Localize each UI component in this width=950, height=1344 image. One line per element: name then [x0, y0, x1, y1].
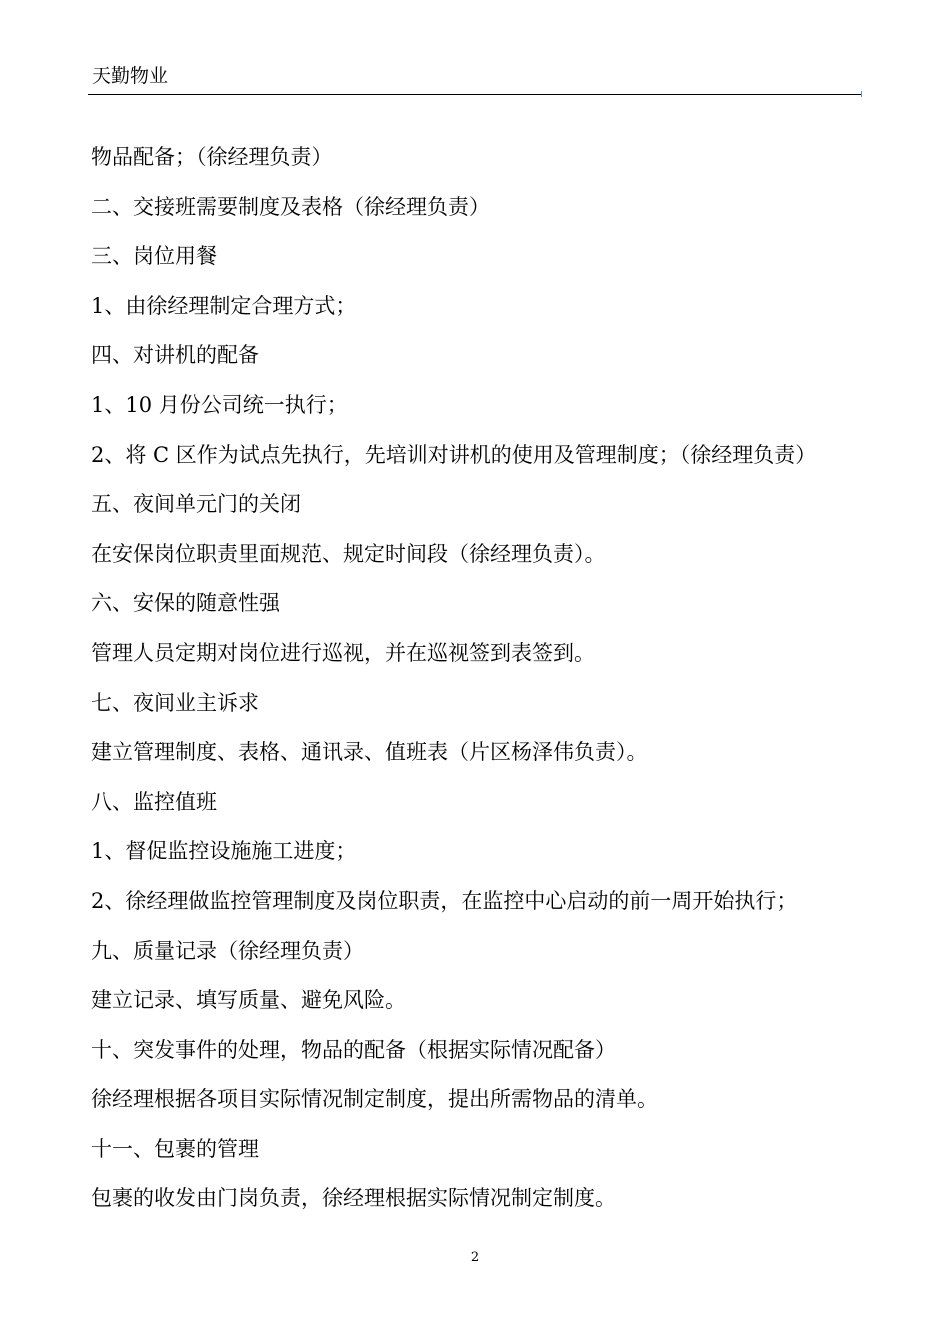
page-number: 2 — [470, 1250, 480, 1265]
header-rule-end-mark — [861, 91, 862, 97]
body-line: 管理人员定期对岗位进行巡视，并在巡视签到表签到。 — [91, 640, 595, 665]
section-heading: 九、质量记录（徐经理负责） — [91, 938, 364, 963]
body-line: 1、督促监控设施施工进度； — [91, 839, 357, 864]
page-header-title: 天勤物业 — [92, 65, 169, 87]
document-body — [91, 142, 871, 1233]
section-heading: 五、夜间单元门的关闭 — [91, 492, 301, 517]
section-heading: 七、夜间业主诉求 — [91, 690, 259, 715]
body-line: 1、由徐经理制定合理方式； — [91, 293, 357, 318]
body-line: 在安保岗位职责里面规范、规定时间段（徐经理负责）。 — [91, 541, 606, 566]
header-rule — [88, 94, 862, 95]
body-line: 物品配备；（徐经理负责） — [91, 145, 333, 169]
body-line: 包裹的收发由门岗负责，徐经理根据实际情况制定制度。 — [91, 1186, 616, 1211]
body-line: 1、10 月份公司统一执行； — [91, 392, 348, 417]
section-heading: 四、对讲机的配备 — [91, 343, 259, 368]
section-heading: 十一、包裹的管理 — [91, 1136, 259, 1161]
body-line: 2、徐经理做监控管理制度及岗位职责，在监控中心启动的前一周开始执行； — [91, 888, 798, 913]
body-line: 2、将 C 区作为试点先执行，先培训对讲机的使用及管理制度；（徐经理负责） — [91, 442, 817, 467]
section-heading: 三、岗位用餐 — [91, 244, 217, 269]
section-heading: 十、突发事件的处理，物品的配备（根据实际情况配备） — [91, 1037, 616, 1062]
body-line: 建立记录、填写质量、避免风险。 — [91, 988, 406, 1013]
body-line: 建立管理制度、表格、通讯录、值班表（片区杨泽伟负责）。 — [91, 740, 648, 765]
section-heading: 六、安保的随意性强 — [91, 591, 280, 616]
section-heading: 二、交接班需要制度及表格（徐经理负责） — [91, 194, 490, 219]
section-heading: 八、监控值班 — [91, 789, 217, 814]
body-line: 徐经理根据各项目实际情况制定制度，提出所需物品的清单。 — [91, 1087, 658, 1112]
